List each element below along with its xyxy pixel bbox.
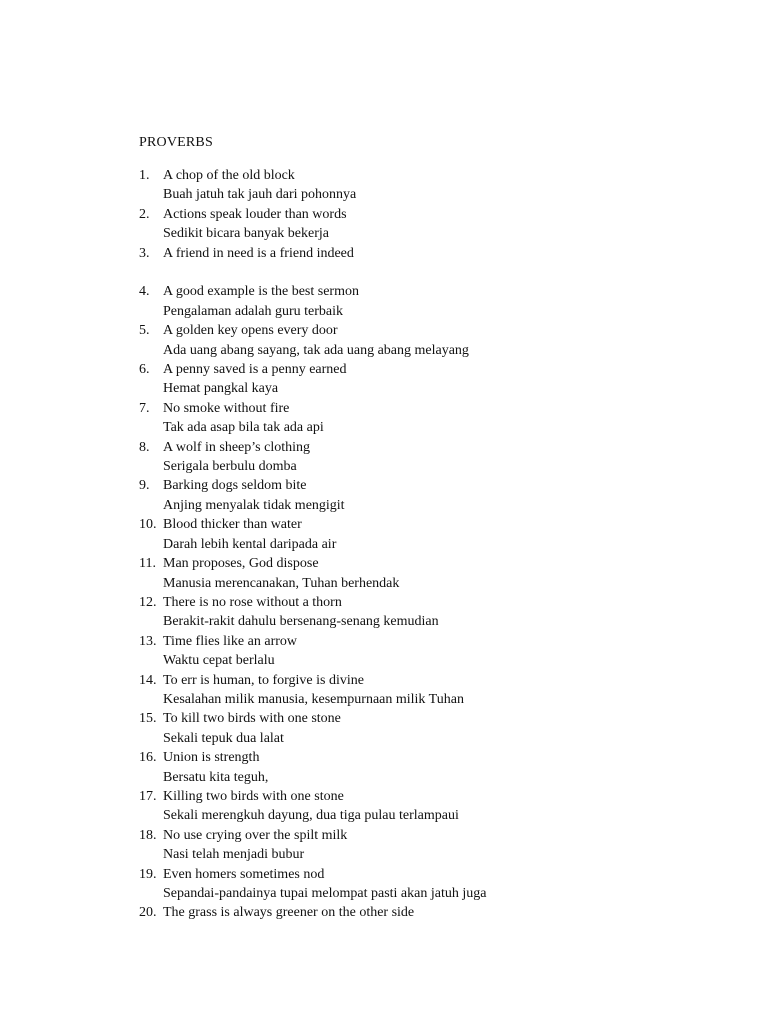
item-number: 4. [139, 284, 150, 300]
proverb-english: To kill two birds with one stone [163, 711, 341, 727]
item-number: 15. [139, 711, 157, 727]
proverb-list [139, 166, 739, 923]
item-number: 1. [139, 168, 150, 183]
proverb-indonesian: Nasi telah menjadi bubur [163, 847, 305, 863]
list-item [139, 476, 739, 515]
list-item [139, 748, 739, 787]
proverb-indonesian: Tak ada asap bila tak ada api [163, 420, 324, 436]
proverb-english: Actions speak louder than words [163, 206, 347, 222]
proverb-indonesian: Pengalaman adalah guru terbaik [163, 303, 343, 319]
list-item [139, 166, 739, 205]
proverb-indonesian: Serigala berbulu domba [163, 459, 297, 475]
proverb-indonesian: Berakit-rakit dahulu bersenang-senang kemudian [163, 614, 439, 630]
list-item [139, 554, 739, 593]
list-item [139, 438, 739, 477]
proverb-english: A golden key opens every door [163, 323, 338, 339]
item-number: 11. [139, 556, 156, 572]
item-number: 17. [139, 788, 157, 804]
proverb-english: Blood thicker than water [163, 517, 302, 533]
list-item [139, 865, 739, 904]
list-item [139, 244, 739, 263]
item-number: 12. [139, 594, 157, 610]
item-number: 3. [139, 245, 150, 261]
proverb-english: No use crying over the spilt milk [163, 827, 348, 843]
proverb-indonesian: Bersatu kita teguh, [163, 769, 269, 785]
item-number: 7. [139, 400, 150, 416]
list-item [139, 671, 739, 710]
item-number: 10. [139, 517, 157, 533]
proverb-english: A chop of the old block [163, 168, 295, 183]
list-item [139, 399, 739, 438]
item-number: 14. [139, 672, 157, 688]
proverb-english: A good example is the best sermon [163, 284, 359, 300]
list-item [139, 903, 739, 922]
proverb-english: A friend in need is a friend indeed [163, 245, 354, 261]
page-title: PROVERBS [139, 135, 213, 150]
proverb-indonesian: Darah lebih kental daripada air [163, 536, 337, 552]
proverb-english: Time flies like an arrow [163, 633, 298, 649]
list-item [139, 709, 739, 748]
proverb-indonesian: Anjing menyalak tidak mengigit [163, 497, 345, 513]
proverb-english: There is no rose without a thorn [163, 594, 342, 610]
proverb-english: Killing two birds with one stone [163, 788, 344, 804]
list-item [139, 205, 739, 244]
item-number: 13. [139, 633, 157, 649]
proverb-english: A penny saved is a penny earned [163, 362, 347, 378]
item-number: 9. [139, 478, 150, 494]
proverb-english: Union is strength [163, 750, 260, 766]
proverb-indonesian: Sepandai-pandainya tupai melompat pasti akan jatuh juga [163, 886, 487, 902]
list-item [139, 321, 739, 360]
item-number: 6. [139, 362, 150, 378]
proverb-english: The grass is always greener on the other side [163, 905, 415, 921]
proverb-english: Even homers sometimes nod [163, 866, 325, 882]
item-number: 19. [139, 866, 157, 882]
proverb-indonesian: Hemat pangkal kaya [163, 381, 279, 397]
proverb-indonesian: Manusia merencanakan, Tuhan berhendak [163, 575, 400, 591]
proverb-indonesian: Ada uang abang sayang, tak ada uang abang melayang [163, 342, 469, 358]
proverb-indonesian: Kesalahan milik manusia, kesempurnaan milik Tuhan [163, 691, 464, 707]
list-item [139, 826, 739, 865]
list-item [139, 632, 739, 671]
item-number: 2. [139, 206, 150, 222]
proverb-english: No smoke without fire [163, 400, 290, 416]
proverb-indonesian: Sekali merengkuh dayung, dua tiga pulau terlampaui [163, 808, 459, 824]
item-number: 5. [139, 323, 150, 339]
proverb-indonesian: Sekali tepuk dua lalat [163, 730, 284, 746]
proverb-english: Barking dogs seldom bite [163, 478, 307, 494]
proverb-english: Man proposes, God dispose [163, 556, 319, 572]
list-item [139, 593, 739, 632]
item-number: 8. [139, 439, 150, 455]
list-item [139, 515, 739, 554]
proverb-indonesian: Sedikit bicara banyak bekerja [163, 226, 329, 242]
list-item [139, 282, 739, 321]
proverb-english: A wolf in sheep’s clothing [163, 439, 310, 455]
item-number: 16. [139, 750, 157, 766]
item-number: 18. [139, 827, 157, 843]
list-item [139, 787, 739, 826]
proverb-indonesian: Buah jatuh tak jauh dari pohonnya [163, 187, 357, 203]
proverb-english: To err is human, to forgive is divine [163, 672, 364, 688]
proverb-indonesian: Waktu cepat berlalu [163, 653, 275, 669]
item-number: 20. [139, 905, 157, 921]
list-item [139, 360, 739, 399]
